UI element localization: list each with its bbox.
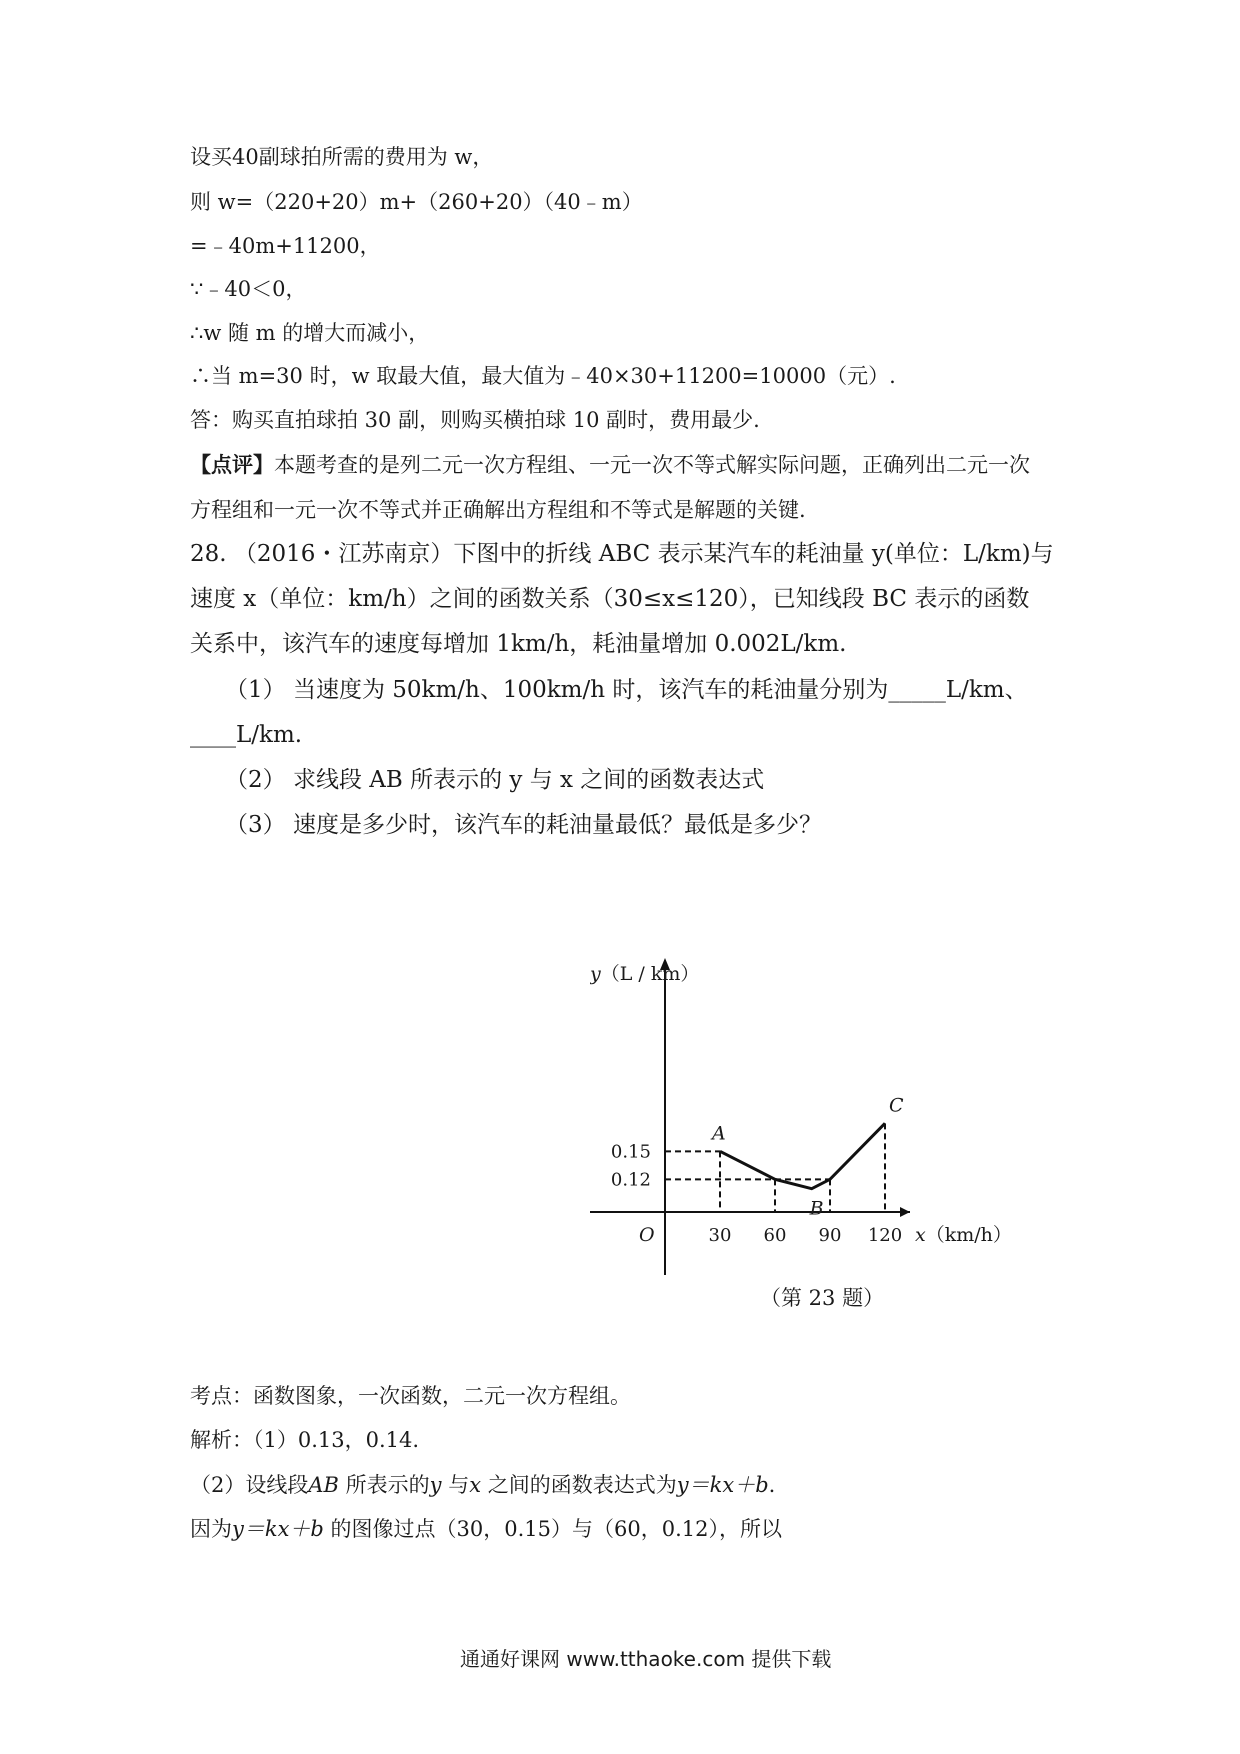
question-2: （2） 求线段 AB 所表示的 y 与 x 之间的函数表达式	[225, 767, 765, 793]
analysis-step2	[190, 1472, 775, 1498]
dashed-guides	[665, 1123, 885, 1212]
comment-text: 方程组和一元一次不等式并正确解出方程组和不等式是解题的关键.	[190, 498, 806, 522]
axes	[590, 958, 910, 1275]
origin-label: O	[639, 1224, 655, 1246]
comment-tag: 【点评】	[190, 452, 274, 477]
text-run: 的图像过点（30，0.15）与（60，0.12），所以	[323, 1517, 783, 1541]
fuel-consumption-graph	[590, 950, 1070, 1280]
text-run: （2）设线段	[190, 1473, 309, 1497]
x-axis-unit: （km/h）	[925, 1224, 1012, 1246]
x-tick-label: 120	[867, 1225, 903, 1246]
x-axis-var: x	[915, 1224, 926, 1246]
point-label-a: A	[712, 1122, 726, 1145]
solution-line: ∴w 随 m 的增大而减小，	[190, 321, 430, 345]
text-run: 所表示的	[338, 1473, 430, 1497]
solution-answer: 答：购买直拍球拍 30 副，则购买横拍球 10 副时，费用最少.	[190, 408, 760, 432]
analysis-kaodian: 考点：函数图象，一次函数，二元一次方程组。	[190, 1384, 631, 1408]
figure-caption: （第 23 题）	[760, 1286, 885, 1310]
question-3: （3） 速度是多少时，该汽车的耗油量最低？最低是多少？	[225, 812, 822, 838]
y-tick-label: 0.12	[610, 1169, 651, 1191]
question-1: （1） 当速度为 50km/h、100km/h 时，该汽车的耗油量分别为_____L/km、	[225, 677, 1028, 703]
x-tick-label: 60	[763, 1225, 787, 1246]
math-run: AB	[308, 1473, 339, 1497]
x-tick-label: 30	[708, 1225, 732, 1246]
problem-stem: 关系中，该汽车的速度每增加 1km/h，耗油量增加 0.002L/km.	[190, 631, 847, 657]
math-run: y＝kx＋b	[676, 1473, 769, 1497]
comment-text: 本题考查的是列二元一次方程组、一元一次不等式解实际问题，正确列出二元一次	[274, 453, 1030, 477]
problem-stem: 速度 x（单位：km/h）之间的函数关系（30≤x≤120），已知线段 BC 表示的函数	[190, 586, 1030, 612]
x-tick-label: 90	[818, 1225, 842, 1246]
math-run: y	[429, 1473, 442, 1497]
math-run: x	[469, 1473, 482, 1497]
y-axis-var: y	[590, 963, 601, 985]
y-tick-label: 0.15	[610, 1141, 651, 1163]
question-1-cont: ____L/km.	[190, 722, 303, 748]
solution-line: ∵﹣40＜0，	[190, 277, 307, 301]
analysis-jiexi: 解析：（1）0.13，0.14.	[190, 1428, 420, 1452]
solution-line: ∴当 m=30 时，w 取最大值，最大值为﹣40×30+11200=10000（元）.	[190, 364, 896, 388]
x-axis-label	[915, 1224, 1012, 1246]
point-label-c: C	[889, 1094, 904, 1117]
chart-labels	[590, 963, 1012, 1246]
math-run: y＝kx＋b	[232, 1517, 324, 1541]
text-run: .	[768, 1473, 776, 1497]
analysis-step3	[190, 1516, 782, 1542]
polyline-abc	[720, 1123, 885, 1188]
solution-line: =﹣40m+11200，	[190, 234, 381, 258]
text-run: 因为	[190, 1517, 232, 1541]
page-footer: 通通好课网 www.tthaoke.com 提供下载	[460, 1647, 832, 1671]
polyline-series	[720, 1123, 885, 1188]
point-label-b: B	[809, 1197, 824, 1220]
x-axis-arrow	[900, 1207, 910, 1217]
solution-line: 设买40副球拍所需的费用为 w，	[190, 145, 494, 169]
solution-line: 则 w=（220+20）m+（260+20）（40﹣m）	[190, 190, 643, 214]
problem-stem: 28. （2016・江苏南京）下图中的折线 ABC 表示某汽车的耗油量 y(单位：L/km)与	[190, 541, 1054, 567]
y-axis-unit: （L / km）	[600, 963, 700, 985]
text-run: 与	[441, 1473, 470, 1497]
y-axis-label	[590, 963, 699, 985]
text-run: 之间的函数表达式为	[481, 1473, 677, 1497]
